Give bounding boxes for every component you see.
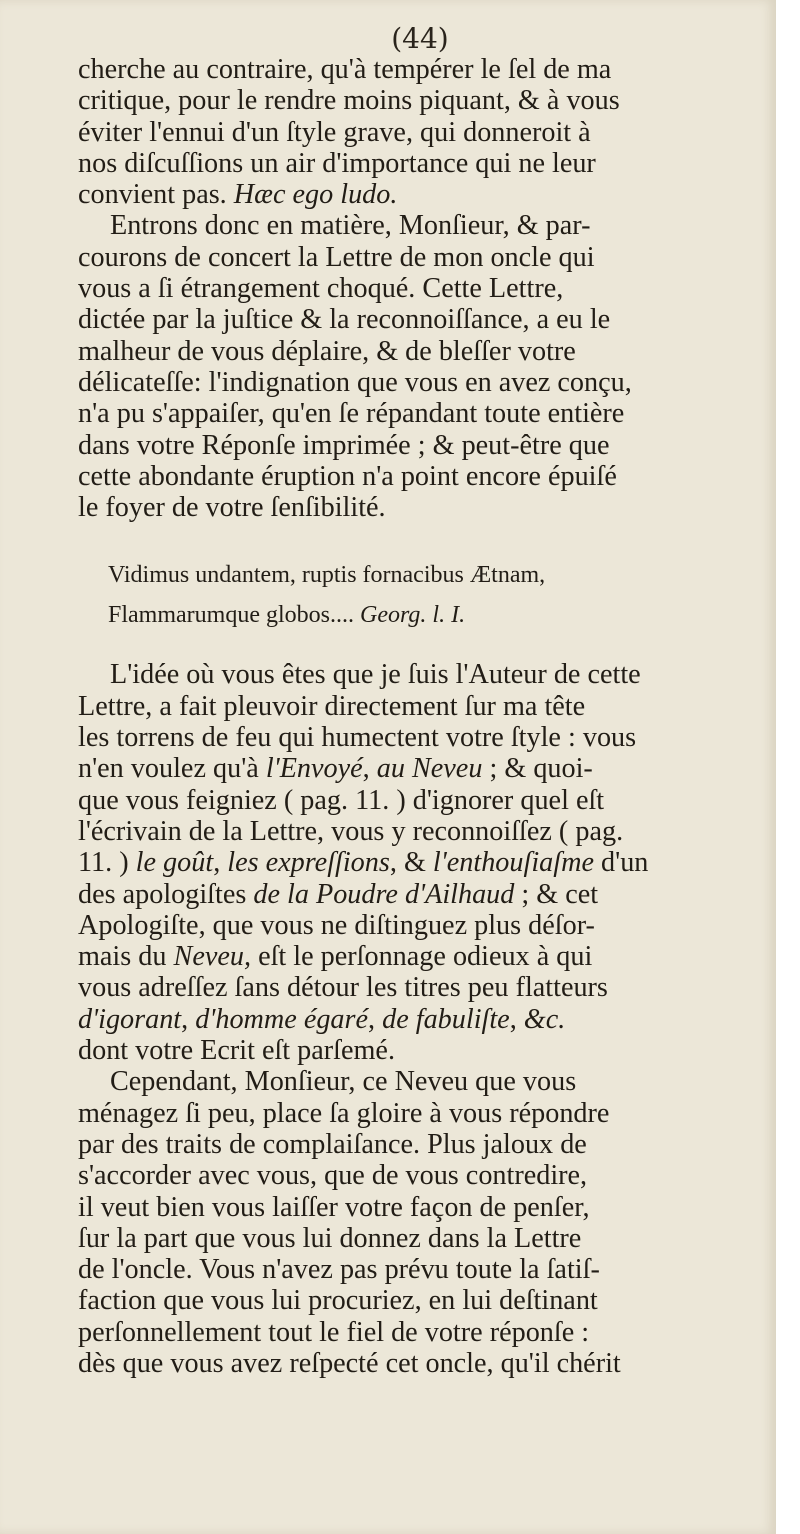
- text-line: vous adreſſez ſans détour les titres peu flatteurs: [78, 972, 608, 1004]
- text-line: n'a pu s'appaiſer, qu'en ſe répandant toute entière: [78, 398, 625, 430]
- text-line: dans votre Réponſe imprimée ; & peut-être que: [78, 429, 610, 461]
- text-line: s'accorder avec vous, que de vous contredire,: [78, 1160, 588, 1192]
- text-line: vous a ſi étrangement choqué. Cette Lettre,: [78, 273, 564, 305]
- text-line: cette abondante éruption n'a point encore épuiſé: [78, 460, 617, 492]
- text-line: Lettre, a fait pleuvoir directement ſur ma tête: [78, 690, 586, 722]
- text-line: éviter l'ennui d'un ſtyle grave, qui donneroit à: [78, 116, 591, 148]
- text-line: Entrons donc en matière, Monſieur, & par-: [110, 210, 591, 242]
- text-line: 11. ) le goût, les expreſſions, & l'enthouſiaſme d'un: [78, 847, 649, 879]
- text-line: courons de concert la Lettre de mon oncle qui: [78, 241, 595, 273]
- text-line: dès que vous avez reſpecté cet oncle, qu'il chérit: [78, 1347, 621, 1379]
- text-line: ménagez ſi peu, place ſa gloire à vous répondre: [78, 1097, 610, 1129]
- text-line: il veut bien vous laiſſer votre façon de penſer,: [78, 1191, 590, 1223]
- verse-line: Vidimus undantem, ruptis fornacibus Ætnam,: [108, 562, 546, 589]
- text-line: que vous feigniez ( pag. 11. ) d'ignorer quel eſt: [78, 784, 605, 816]
- text-line: l'écrivain de la Lettre, vous y reconnoiſſez ( pag.: [78, 815, 624, 847]
- text-line: d'igorant, d'homme égaré, de fabuliſte, &c.: [78, 1003, 566, 1035]
- text-line: dont votre Ecrit eſt parſemé.: [78, 1035, 395, 1067]
- page-body: [78, 54, 762, 1379]
- text-line: L'idée où vous êtes que je ſuis l'Auteur de cette: [110, 659, 641, 691]
- paragraph-4: [78, 1066, 762, 1379]
- text-line: délicateſſe: l'indignation que vous en avez conçu,: [78, 366, 632, 398]
- text-line: n'en voulez qu'à l'Envoyé, au Neveu ; & quoi-: [78, 753, 593, 785]
- text-line: mais du Neveu, eſt le perſonnage odieux à qui: [78, 941, 593, 973]
- text-line: des apologiſtes de la Poudre d'Ailhaud ; & cet: [78, 878, 599, 910]
- page-number: (44): [391, 22, 449, 55]
- text-line: les torrens de feu qui humectent votre ſtyle : vous: [78, 722, 637, 754]
- paragraph-3: [78, 659, 762, 1066]
- text-line: nos diſcuſſions un air d'importance qui ne leur: [78, 147, 596, 179]
- text-line: malheur de vous déplaire, & de bleſſer votre: [78, 335, 576, 367]
- text-line: Cependant, Monſieur, ce Neveu que vous: [110, 1066, 577, 1098]
- text-line: le foyer de votre ſenſibilité.: [78, 492, 386, 524]
- text-line: par des traits de complaiſance. Plus jaloux de: [78, 1128, 587, 1160]
- text-line: perſonnellement tout le fiel de votre réponſe :: [78, 1316, 590, 1348]
- paragraph-1: [78, 54, 762, 210]
- text-line: dictée par la juſtice & la reconnoiſſance, a eu le: [78, 304, 611, 336]
- text-line: de l'oncle. Vous n'avez pas prévu toute la ſatiſ-: [78, 1254, 600, 1286]
- latin-verse-quote: [108, 555, 762, 635]
- text-line: faction que vous lui procuriez, en lui deſtinant: [78, 1285, 598, 1317]
- text-line: convient pas. Hæc ego ludo.: [78, 179, 398, 211]
- verse-line: Flammarumque globos.... Georg. l. I.: [108, 602, 466, 629]
- text-line: Apologiſte, que vous ne diſtinguez plus déſor-: [78, 909, 595, 941]
- paragraph-2: [78, 210, 762, 523]
- text-line: critique, pour le rendre moins piquant, & à vous: [78, 85, 620, 117]
- text-line: cherche au contraire, qu'à tempérer le ſel de ma: [78, 54, 612, 85]
- text-line: ſur la part que vous lui donnez dans la Lettre: [78, 1222, 582, 1254]
